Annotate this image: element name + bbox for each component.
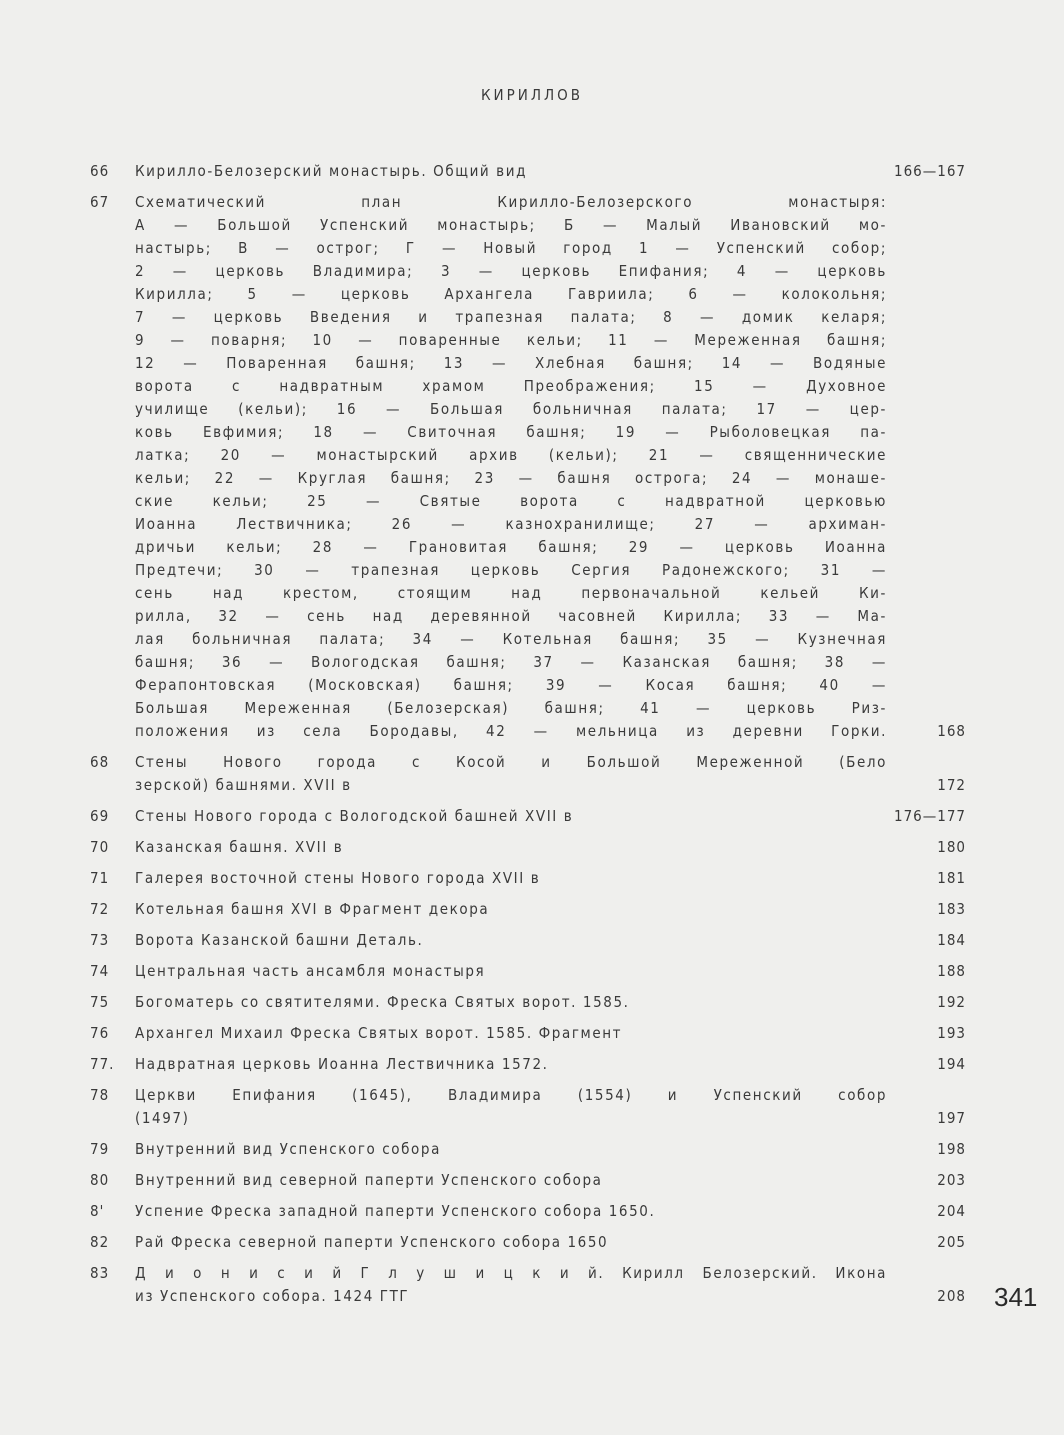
page-reference: 183 bbox=[937, 900, 966, 918]
illustration-number: 74 bbox=[90, 962, 110, 980]
list-item bbox=[90, 160, 966, 183]
list-item bbox=[90, 751, 966, 797]
page-reference: 198 bbox=[937, 1140, 966, 1158]
list-item bbox=[90, 898, 966, 921]
illustration-number: 66 bbox=[90, 162, 110, 180]
caption-line: из Успенского собора. 1424 ГТГ bbox=[135, 1287, 410, 1305]
caption-line: Кирилло-Белозерский монастырь. Общий вид bbox=[135, 162, 528, 180]
page-reference: 184 bbox=[937, 931, 966, 949]
illustration-number: 8' bbox=[90, 1202, 105, 1220]
caption-line: Ферапонтовская (Московская) башня; 39 — Косая башня; 40 — bbox=[135, 676, 887, 694]
list-item bbox=[90, 960, 966, 983]
page-reference: 194 bbox=[937, 1055, 966, 1073]
page-reference: 203 bbox=[937, 1171, 966, 1189]
caption-line: (1497) bbox=[135, 1109, 190, 1127]
caption-line: дричьи кельи; 28 — Грановитая башня; 29 — церковь Иоанна bbox=[135, 538, 887, 556]
illustration-number: 82 bbox=[90, 1233, 110, 1251]
caption-line: ские кельи; 25 — Святые ворота с надвратной церковью bbox=[135, 492, 887, 510]
list-item bbox=[90, 1022, 966, 1045]
illustration-number: 69 bbox=[90, 807, 110, 825]
page-reference: 172 bbox=[937, 776, 966, 794]
page-number: 341 bbox=[994, 1282, 1038, 1312]
caption-line: Галерея восточной стены Нового города XVII в bbox=[135, 869, 541, 887]
caption-line: Архангел Михаил Фреска Святых ворот. 1585. Фрагмент bbox=[135, 1024, 623, 1042]
list-item bbox=[90, 1169, 966, 1192]
page-reference: 180 bbox=[937, 838, 966, 856]
caption-line: 7 — церковь Введения и трапезная палата; 8 — домик келаря; bbox=[135, 308, 887, 326]
list-item bbox=[90, 191, 966, 743]
page-reference: 176—177 bbox=[893, 807, 966, 825]
list-item bbox=[90, 1138, 966, 1161]
list-item bbox=[90, 867, 966, 890]
caption-line: Котельная башня XVI в Фрагмент декора bbox=[135, 900, 490, 918]
illustration-number: 72 bbox=[90, 900, 110, 918]
caption-line: Большая Мереженная (Белозерская) башня; 41 — церковь Риз- bbox=[135, 699, 887, 717]
caption-line: настырь; В — острог; Г — Новый город 1 — Успенский собор; bbox=[135, 239, 887, 257]
caption-line: А — Большой Успенский монастырь; Б — Малый Ивановский мо- bbox=[135, 216, 887, 234]
page-reference: 193 bbox=[937, 1024, 966, 1042]
caption-line: башня; 36 — Вологодская башня; 37 — Казанская башня; 38 — bbox=[135, 653, 887, 671]
caption-line: 12 — Поваренная башня; 13 — Хлебная башня; 14 — Водяные bbox=[135, 354, 887, 372]
caption-line: рилла, 32 — сень над деревянной часовней Кирилла; 33 — Ма- bbox=[135, 607, 887, 625]
list-item bbox=[90, 805, 966, 828]
caption-line: Стены Нового города с Вологодской башней XVII в bbox=[135, 807, 574, 825]
caption-line: 2 — церковь Владимира; 3 — церковь Епифания; 4 — церковь bbox=[135, 262, 887, 280]
illustration-number: 78 bbox=[90, 1086, 110, 1104]
caption-line: Д и о н и с и й Г л у ш и ц к и й. Кирилл Белозерский. Икона bbox=[135, 1264, 887, 1282]
caption-line: Центральная часть ансамбля монастыря bbox=[135, 962, 486, 980]
caption-line: Иоанна Лествичника; 26 — казнохранилище; 27 — архиман- bbox=[135, 515, 887, 533]
caption-line: училище (кельи); 16 — Большая больничная палата; 17 — цер- bbox=[135, 400, 887, 418]
list-item bbox=[90, 929, 966, 952]
page-reference: 208 bbox=[937, 1287, 966, 1305]
page-reference: 188 bbox=[937, 962, 966, 980]
page-reference: 205 bbox=[937, 1233, 966, 1251]
caption-line: Ворота Казанской башни Деталь. bbox=[135, 931, 424, 949]
illustration-number: 75 bbox=[90, 993, 110, 1011]
list-item bbox=[90, 1053, 966, 1076]
caption-line: Внутренний вид Успенского собора bbox=[135, 1140, 441, 1158]
caption-line: лая больничная палата; 34 — Котельная башня; 35 — Кузнечная bbox=[135, 630, 887, 648]
caption-line: Внутренний вид северной паперти Успенского собора bbox=[135, 1171, 603, 1189]
caption-line: сень над крестом, стоящим над первоначальной кельей Ки- bbox=[135, 584, 887, 602]
illustrations-list bbox=[90, 160, 966, 1316]
caption-line: Богоматерь со святителями. Фреска Святых ворот. 1585. bbox=[135, 993, 630, 1011]
illustration-number: 71 bbox=[90, 869, 110, 887]
list-item bbox=[90, 836, 966, 859]
illustration-number: 80 bbox=[90, 1171, 110, 1189]
list-item bbox=[90, 991, 966, 1014]
caption-line: Казанская башня. XVII в bbox=[135, 838, 344, 856]
list-item bbox=[90, 1262, 966, 1308]
caption-line: положения из села Бородавы, 42 — мельница из деревни Горки. bbox=[135, 722, 887, 740]
page-reference: 197 bbox=[937, 1109, 966, 1127]
caption-line: Надвратная церковь Иоанна Лествичника 1572. bbox=[135, 1055, 549, 1073]
illustration-number: 68 bbox=[90, 753, 110, 771]
page-reference: 204 bbox=[937, 1202, 966, 1220]
illustration-number: 70 bbox=[90, 838, 110, 856]
page-reference: 166—167 bbox=[893, 162, 966, 180]
caption-line: Схематический план Кирилло-Белозерского монастыря: bbox=[135, 193, 887, 211]
illustration-number: 73 bbox=[90, 931, 110, 949]
section-title: КИРИЛЛОВ bbox=[480, 86, 584, 104]
illustration-number: 67 bbox=[90, 193, 110, 211]
list-item bbox=[90, 1231, 966, 1254]
caption-line: 9 — поварня; 10 — поваренные кельи; 11 — Мереженная башня; bbox=[135, 331, 887, 349]
caption-line: кельи; 22 — Круглая башня; 23 — башня острога; 24 — монаше- bbox=[135, 469, 887, 487]
list-item bbox=[90, 1200, 966, 1223]
page-reference: 168 bbox=[937, 722, 966, 740]
illustration-number: 76 bbox=[90, 1024, 110, 1042]
caption-line: Успение Фреска западной паперти Успенского собора 1650. bbox=[135, 1202, 656, 1220]
caption-line: зерской) башнями. XVII в bbox=[135, 776, 352, 794]
page-reference: 192 bbox=[937, 993, 966, 1011]
illustration-number: 83 bbox=[90, 1264, 110, 1282]
list-item bbox=[90, 1084, 966, 1130]
caption-line: ворота с надвратным храмом Преображения; 15 — Духовное bbox=[135, 377, 887, 395]
caption-line: Церкви Епифания (1645), Владимира (1554) и Успенский собор bbox=[135, 1086, 887, 1104]
illustration-number: 79 bbox=[90, 1140, 110, 1158]
caption-line: Кирилла; 5 — церковь Архангела Гавриила; 6 — колокольня; bbox=[135, 285, 887, 303]
caption-line: Рай Фреска северной паперти Успенского собора 1650 bbox=[135, 1233, 609, 1251]
caption-line: латка; 20 — монастырский архив (кельи); 21 — священнические bbox=[135, 446, 887, 464]
caption-line: Предтечи; 30 — трапезная церковь Сергия Радонежского; 31 — bbox=[135, 561, 887, 579]
caption-line: Стены Нового города с Косой и Большой Мереженной (Бело bbox=[135, 753, 887, 771]
illustration-number: 77. bbox=[90, 1055, 115, 1073]
caption-line: ковь Евфимия; 18 — Свиточная башня; 19 — Рыболовецкая па- bbox=[135, 423, 887, 441]
page-reference: 181 bbox=[937, 869, 966, 887]
